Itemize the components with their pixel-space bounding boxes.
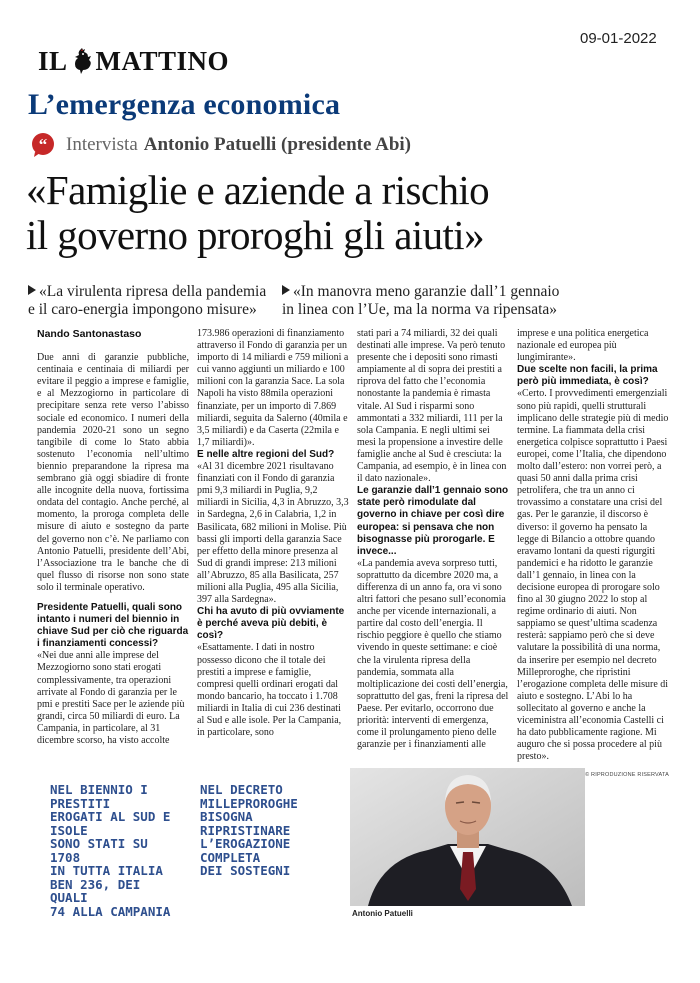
subhead-text: e il caro-energia impongono misure»: [28, 301, 257, 318]
paragraph: «Esattamente. I dati in nostro possesso dicono che il totale dei prestiti a imprese e famiglie, compresi quelli ordinari erogati dal mondo bancario, ha toccato i 1.708 miliardi in Italia di cui 236 destinati al Sud e alle isole. Per la Campania, in particolare, sono: [197, 642, 342, 739]
headline: [26, 168, 676, 258]
callout-line: MILLEPROROGHE: [200, 795, 298, 811]
subhead-text: «La virulenta ripresa della pandemia: [39, 283, 267, 300]
portrait-illustration: [350, 768, 585, 906]
quote-icon: [30, 132, 56, 158]
paragraph: imprese e una politica energetica nazionale ed europea più lungimirante».: [517, 328, 649, 364]
triangle-bullet-icon: [282, 285, 290, 295]
rooster-icon: [69, 47, 95, 75]
question: E nelle altre regioni del Sud?: [197, 448, 335, 460]
question: Le garanzie dall’1 gennaio sono state però rimodulate dal governo in chiave per così dire europea: si pensava che non bisognasse più prorogarle. E invece...: [357, 485, 509, 557]
interviewee-name: Antonio Patuelli (presidente Abi): [143, 134, 412, 155]
newspaper-masthead[interactable]: [38, 46, 229, 76]
question: Due scelte non facili, la prima però più immediata, è così?: [517, 364, 658, 388]
subhead-manovra: [282, 283, 672, 319]
callout-line: IN TUTTA ITALIA: [50, 863, 163, 878]
subhead-pandemic: [28, 283, 278, 319]
question: Presidente Patuelli, quali sono intanto i numeri del biennio in chiave Sud per ciò che riguarda i finanziamenti concessi?: [37, 601, 189, 650]
paragraph: «Certo. I provvedimenti emergenziali sono più rapidi, quelli strutturali implicano delle strategie più di medio termine. La fiammata della crisi energetica colpisce soprattutto i Paesi europei, come l’Italia, che dipendono molto dall’estero: non vorrei però, a quasi 50 anni dalla prima crisi petrolifera, che tra un anno ci trovassimo a constatare una crisi del gas. Per le garanzie, il discorso è diverso: il governo ha pensato la legge di Bilancio a ottobre quando eravamo lontani da questi rigurgiti pandemici e ha ridotto le garanzie dall’1 gennaio, in linea con la decisione europea di prorogare solo fino al 30 giugno 2022 lo stop al regime ordinario di aiuti. Non sappiamo se quest’ultima scadenza resterà: sappiamo però che si deve valutare la possibilità di una norma, da inserire per esempio nel decreto Milleproroghe, che ripristini l’erogazione completa delle misure di aiuto e sostegno. L’Abi lo ha sollecitato al governo e anche la viceministra all’economia Castelli ci ha dato pubblicamente ragione. Mi auguro che si possa procedere al più presto».: [517, 388, 669, 763]
callout-line: COMPLETA: [200, 849, 261, 865]
section-kicker: L’emergenza economica: [28, 88, 341, 121]
issue-date: 09-01-2022: [580, 30, 657, 47]
article-column-1: [37, 328, 189, 768]
article-column-4: [517, 328, 669, 779]
paragraph: «La pandemia aveva sorpreso tutti, soprattutto da dicembre 2020 ma, a differenza di un anno fa, ora vi sono altri fattori che pesano sull’economia anche per vicende internazionali, a partire dal costo dell’energia. Il rischio peggiore è quello che stiamo vivendo in queste settimane: e cioè che la virulenta ripresa della pandemia, sommata alla moltiplicazione dei costi dell’energia, soprattutto del gas, freni la ripresa del Paese. Per evitarlo, occorrono due priorità: interventi di emergenza, come il prolungamento pieno delle garanzie per i finanziamenti alle: [357, 557, 509, 751]
paragraph: Due anni di garanzie pubbliche, centinaia e centinaia di miliardi per evitare il peggio a imprese e famiglie, e al Mezzogiorno in particolare di precipitare senza rete verso l’abisso sociale ed economico. I numeri della pandemia 2020-21 sono un segno tangibile di come lo Stato abbia sostenuto l’economia nell’ultimo biennio preparandone la ripresa ma sembrano già oggi sbiadire di fronte alle incognite della nuova, fortissima ondata del contagio. Anche perché, al momento, la proroga completa delle misure di aiuto e sostegno da parte del governo non c’è. Ne parliamo con Antonio Patuelli, presidente dell’Abi, l’Associazione tra le banche che di quel flusso di risorse non sono state solo il terminale operativo.: [37, 352, 189, 593]
callout-line: DEI SOSTEGNI: [200, 863, 291, 878]
article-column-3: [357, 328, 509, 768]
masthead-mattino: MATTINO: [95, 45, 230, 76]
article-body: [37, 328, 677, 779]
paragraph: «Al 31 dicembre 2021 risultavano finanziati con il Fondo di garanzia pmi 9,3 miliardi in Puglia, 9,2 miliardi in Sicilia, 4,3 in Abruzzo, 3,3 in Sardegna, 2,6 in Calabria, 1,2 in Basilicata, 682 milioni in Molise. Più bassi gli importi della garanzia Sace per effetto della minore presenza al Sud di grandi imprese: 213 milioni all’Abruzzo, 85 alla Basilicata, 257 milioni alla Puglia, 495 alla Sicilia, 397 alla Sardegna».: [197, 461, 349, 606]
subheads: [28, 283, 676, 319]
byline: Nando Santonastaso: [37, 328, 142, 340]
callout-prestiti: [50, 783, 180, 918]
svg-text:“: “: [38, 135, 48, 154]
callout-milleproroghe: [200, 783, 340, 918]
photo-caption: Antonio Patuelli: [352, 909, 413, 918]
subhead-text: in linea con l’Ue, ma la norma va ripensata»: [282, 301, 558, 318]
paragraph: 173.986 operazioni di finanziamento attraverso il Fondo di garanzia per un importo di 14 miliardi e 759 milioni a cui vanno aggiunti un miliardo e 100 milioni con la garanzia Sace. La sola Napoli ha visto 88mila operazioni finanziate, per un importo di 7.869 miliardi, seguita da Salerno (40mila e 3,5 miliardi) e da Caserta (22mila e 1,7 miliardi)».: [197, 328, 349, 448]
callouts: [50, 783, 340, 918]
callout-line: 74 ALLA CAMPANIA: [50, 903, 171, 919]
subhead-text: «In manovra meno garanzie dall’1 gennaio: [293, 283, 560, 300]
masthead-il: IL: [38, 45, 68, 76]
callout-line: NEL DECRETO: [200, 782, 283, 797]
callout-line: BEN 236, DEI QUALI: [50, 876, 141, 905]
callout-line: BISOGNA RIPRISTINARE: [200, 809, 291, 838]
headline-line: «Famiglie e aziende a rischio: [26, 167, 490, 213]
copyright-notice: © RIPRODUZIONE RISERVATA: [585, 772, 669, 779]
paragraph: «Nei due anni alle imprese del Mezzogiorno sono stati erogati complessivamente, tra operazioni arrivate al Fondo di garanzia per le pmi e prestiti Sace per le aziende più grandi, circa 50 miliardi di euro. La Campania, in particolare, al 31 dicembre scorso, ha visto accolte: [37, 650, 185, 746]
portrait-photo: [350, 768, 585, 906]
paragraph: stati pari a 74 miliardi, 32 dei quali destinati alle imprese. Va però tenuto presente che i depositi sono rimasti ampiamente al di sopra dei prestiti a riprova del fatto che l’economia nonostante la pandemia è rimasta vitale. Al Sud i risparmi sono ammontati a 332 miliardi, 111 per la sola Campania. E negli ultimi sei mesi la propensione a investire delle famiglie anche al Sud è cresciuta: la Campania, ad esempio, è in linea con il dato nazionale».: [357, 328, 507, 485]
headline-line: il governo proroghi gli aiuti»: [26, 212, 484, 258]
callout-line: NEL BIENNIO I PRESTITI: [50, 782, 148, 811]
interview-label: Intervista: [66, 134, 138, 155]
interview-line: [30, 132, 411, 158]
question: Chi ha avuto di più ovviamente è perché aveva più debiti, è così?: [197, 606, 345, 642]
triangle-bullet-icon: [28, 285, 36, 295]
callout-line: SONO STATI SU 1708: [50, 836, 148, 865]
article-column-2: [197, 328, 349, 768]
callout-line: EROGATI AL SUD E ISOLE: [50, 809, 171, 838]
callout-line: L’EROGAZIONE: [200, 836, 291, 851]
